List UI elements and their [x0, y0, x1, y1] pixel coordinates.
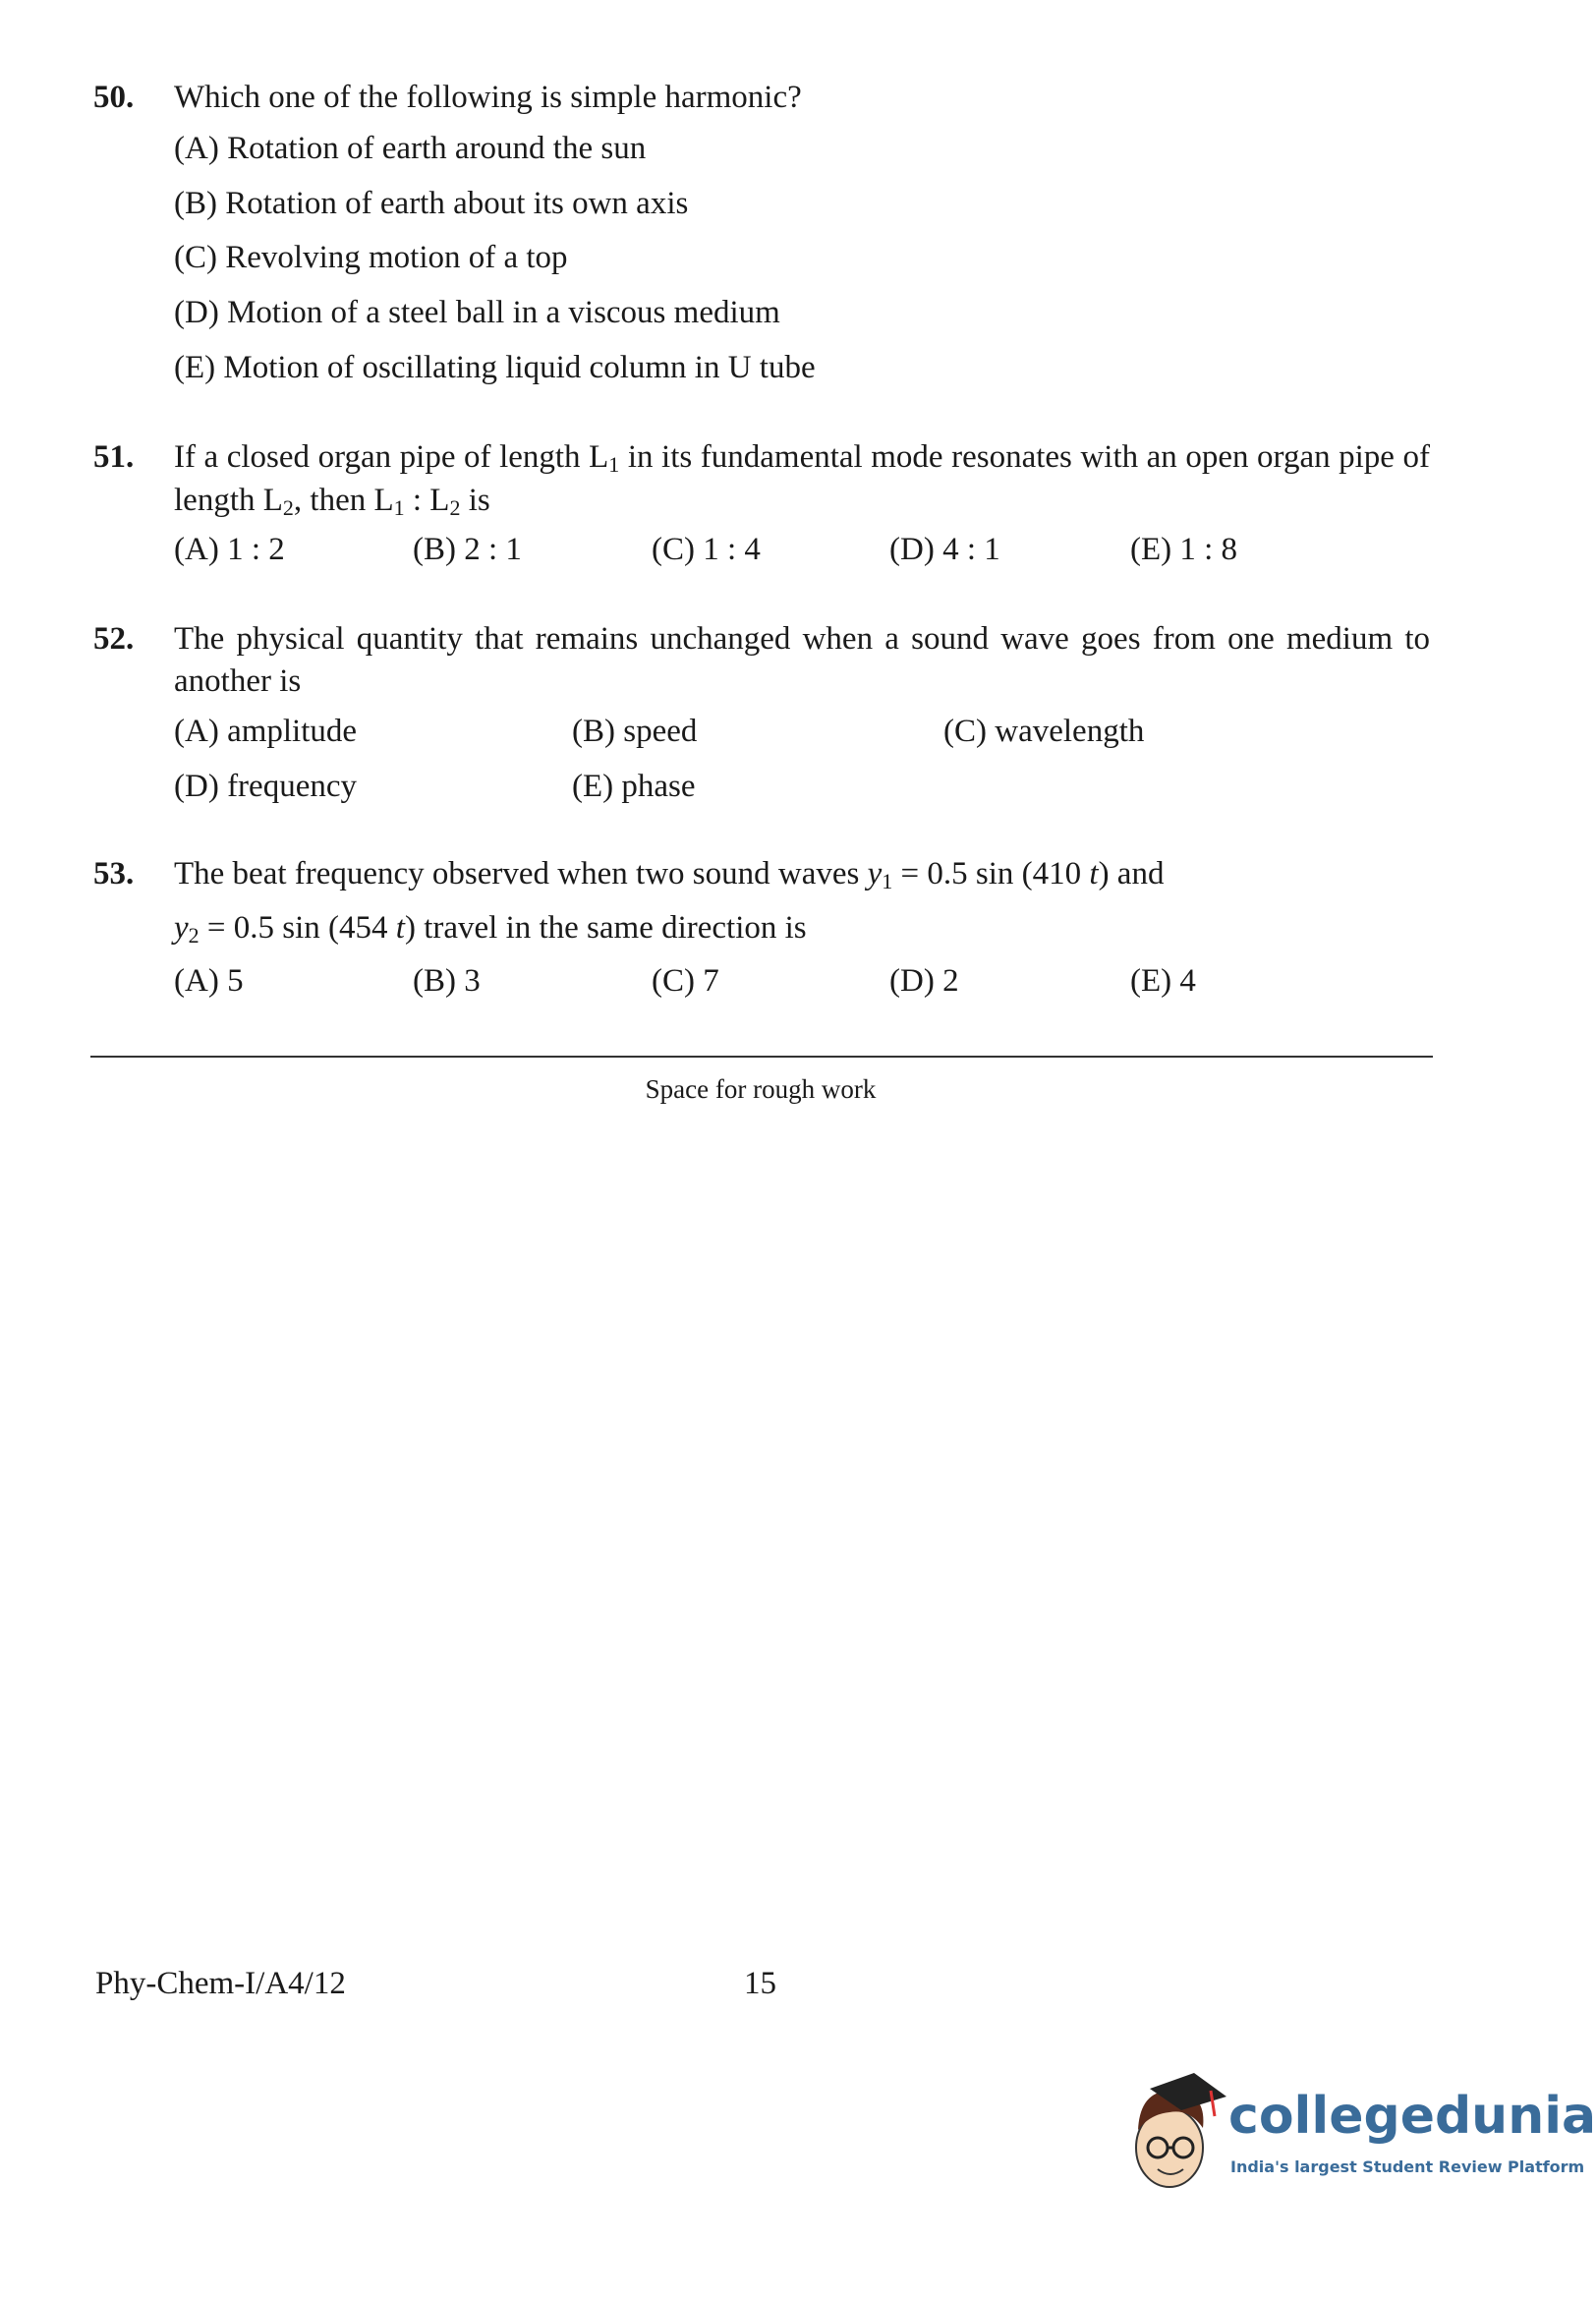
- option-d: (D) 2: [889, 963, 959, 999]
- option-a: (A) Rotation of earth around the sun: [174, 131, 647, 166]
- option-a: (A) amplitude: [174, 714, 358, 749]
- page-number: 15: [744, 1966, 776, 2001]
- option-d: (D) 4 : 1: [889, 532, 1000, 567]
- question-52: [93, 618, 1430, 707]
- question-number: 51.: [93, 439, 135, 475]
- option-c: (C) wavelength: [943, 714, 1145, 749]
- collegedunia-logo: [1120, 2069, 1596, 2207]
- rough-work-label: Space for rough work: [645, 1074, 877, 1104]
- question-53: [93, 853, 1430, 961]
- option-e: (E) 1 : 8: [1130, 532, 1238, 567]
- brand-tagline: India's largest Student Review Platform: [1230, 2157, 1585, 2176]
- question-51: [93, 436, 1430, 525]
- option-d: (D) Motion of a steel ball in a viscous medium: [174, 295, 780, 330]
- question-text: Which one of the following is simple harmonic?: [174, 80, 802, 115]
- option-b: (B) 3: [413, 963, 481, 999]
- question-number: 53.: [93, 856, 135, 891]
- option-c: (C) Revolving motion of a top: [174, 240, 568, 275]
- question-number: 50.: [93, 80, 135, 115]
- option-e: (E) 4: [1130, 963, 1196, 999]
- footer-code: Phy-Chem-I/A4/12: [95, 1966, 346, 2001]
- brand-name: collegedunia: [1228, 2087, 1596, 2146]
- question-number: 52.: [93, 621, 135, 657]
- option-c: (C) 7: [652, 963, 719, 999]
- option-a: (A) 5: [174, 963, 244, 999]
- option-a: (A) 1 : 2: [174, 532, 285, 567]
- question-text-line-1: The beat frequency observed when two sound waves $y_1 = 0.5$ sin (410 t) and: [174, 856, 1165, 893]
- option-b: (B) Rotation of earth about its own axis: [174, 186, 689, 221]
- question-text: If a closed organ pipe of length $L_1$ in its fundamental mode resonates with an open organ pipe of length $L_2$, then $L_1$ : $L_2$ is: [174, 439, 1430, 520]
- option-e: (E) Motion of oscillating liquid column in U tube: [174, 350, 816, 385]
- mascot-icon: [1120, 2069, 1228, 2207]
- question-text: The physical quantity that remains unchanged when a sound wave goes from one medium to another is: [174, 621, 1430, 699]
- divider: [90, 1056, 1433, 1058]
- option-b: (B) 2 : 1: [413, 532, 522, 567]
- option-e: (E) phase: [572, 769, 696, 804]
- option-c: (C) 1 : 4: [652, 532, 761, 567]
- question-text-line-2: $y_2 = 0.5$ sin (454 t) travel in the same direction is: [174, 910, 807, 948]
- option-b: (B) speed: [572, 714, 698, 749]
- option-d: (D) frequency: [174, 769, 357, 804]
